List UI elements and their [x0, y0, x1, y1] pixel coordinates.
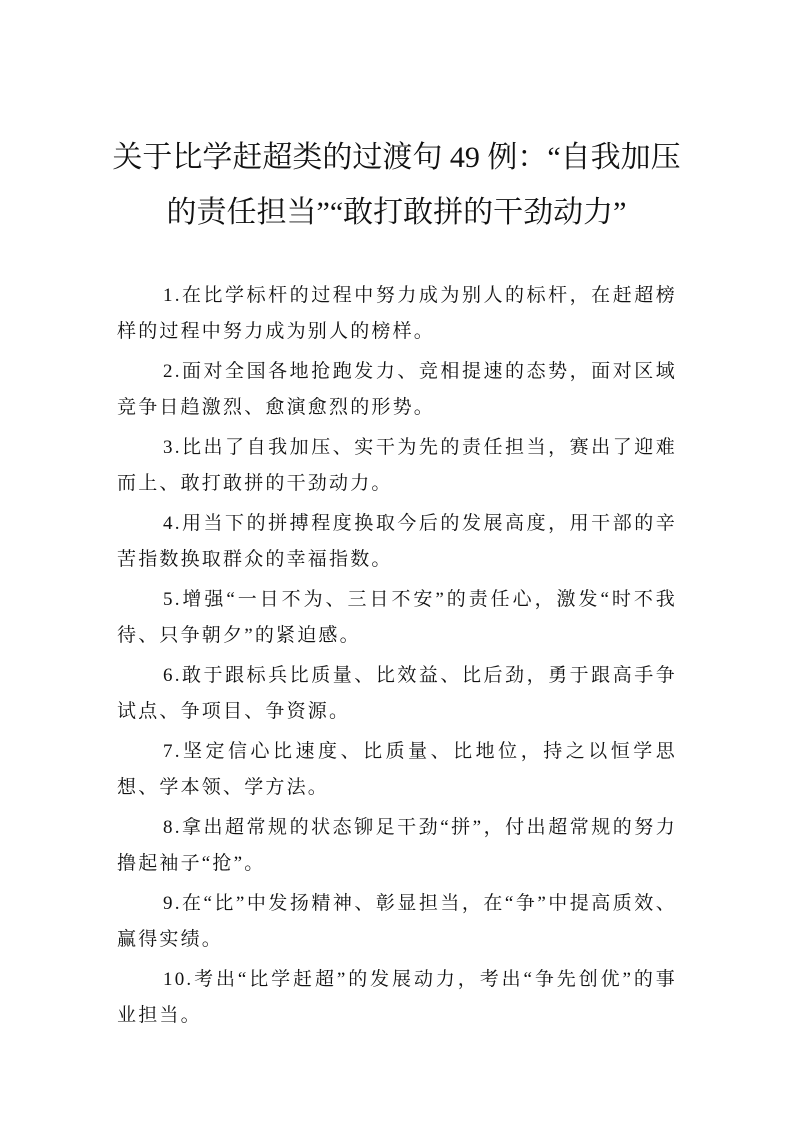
title-line-1: 关于比学赶超类的过渡句 49 例：“自我加压 — [112, 141, 681, 174]
paragraph-3: 3.比出了自我加压、实干为先的责任担当，赛出了迎难而上、敢打敢拼的干劲动力。 — [117, 437, 677, 494]
paragraph-6: 6.敢于跟标兵比质量、比效益、比后劲，勇于跟高手争试点、争项目、争资源。 — [117, 665, 677, 722]
document-body — [117, 278, 677, 1038]
paragraph-2: 2.面对全国各地抢跑发力、竞相提速的态势，面对区域竞争日趋激烈、愈演愈烈的形势。 — [117, 361, 677, 418]
paragraph-7: 7.坚定信心比速度、比质量、比地位，持之以恒学思想、学本领、学方法。 — [117, 741, 677, 798]
paragraph-1: 1.在比学标杆的过程中努力成为别人的标杆，在赶超榜样的过程中努力成为别人的榜样。 — [117, 285, 677, 342]
paragraph-4: 4.用当下的拼搏程度换取今后的发展高度，用干部的辛苦指数换取群众的幸福指数。 — [117, 513, 677, 570]
document-title — [100, 130, 693, 240]
paragraph-5: 5.增强“一日不为、三日不安”的责任心，激发“时不我待、只争朝夕”的紧迫感。 — [117, 589, 677, 646]
title-line-2: 的责任担当”“敢打敢拼的干劲动力” — [166, 196, 627, 229]
paragraph-9: 9.在“比”中发扬精神、彰显担当，在“争”中提高质效、赢得实绩。 — [117, 893, 677, 950]
paragraph-10: 10.考出“比学赶超”的发展动力，考出“争先创优”的事业担当。 — [117, 969, 677, 1026]
paragraph-8: 8.拿出超常规的状态铆足干劲“拼”，付出超常规的努力撸起袖子“抢”。 — [117, 817, 677, 874]
